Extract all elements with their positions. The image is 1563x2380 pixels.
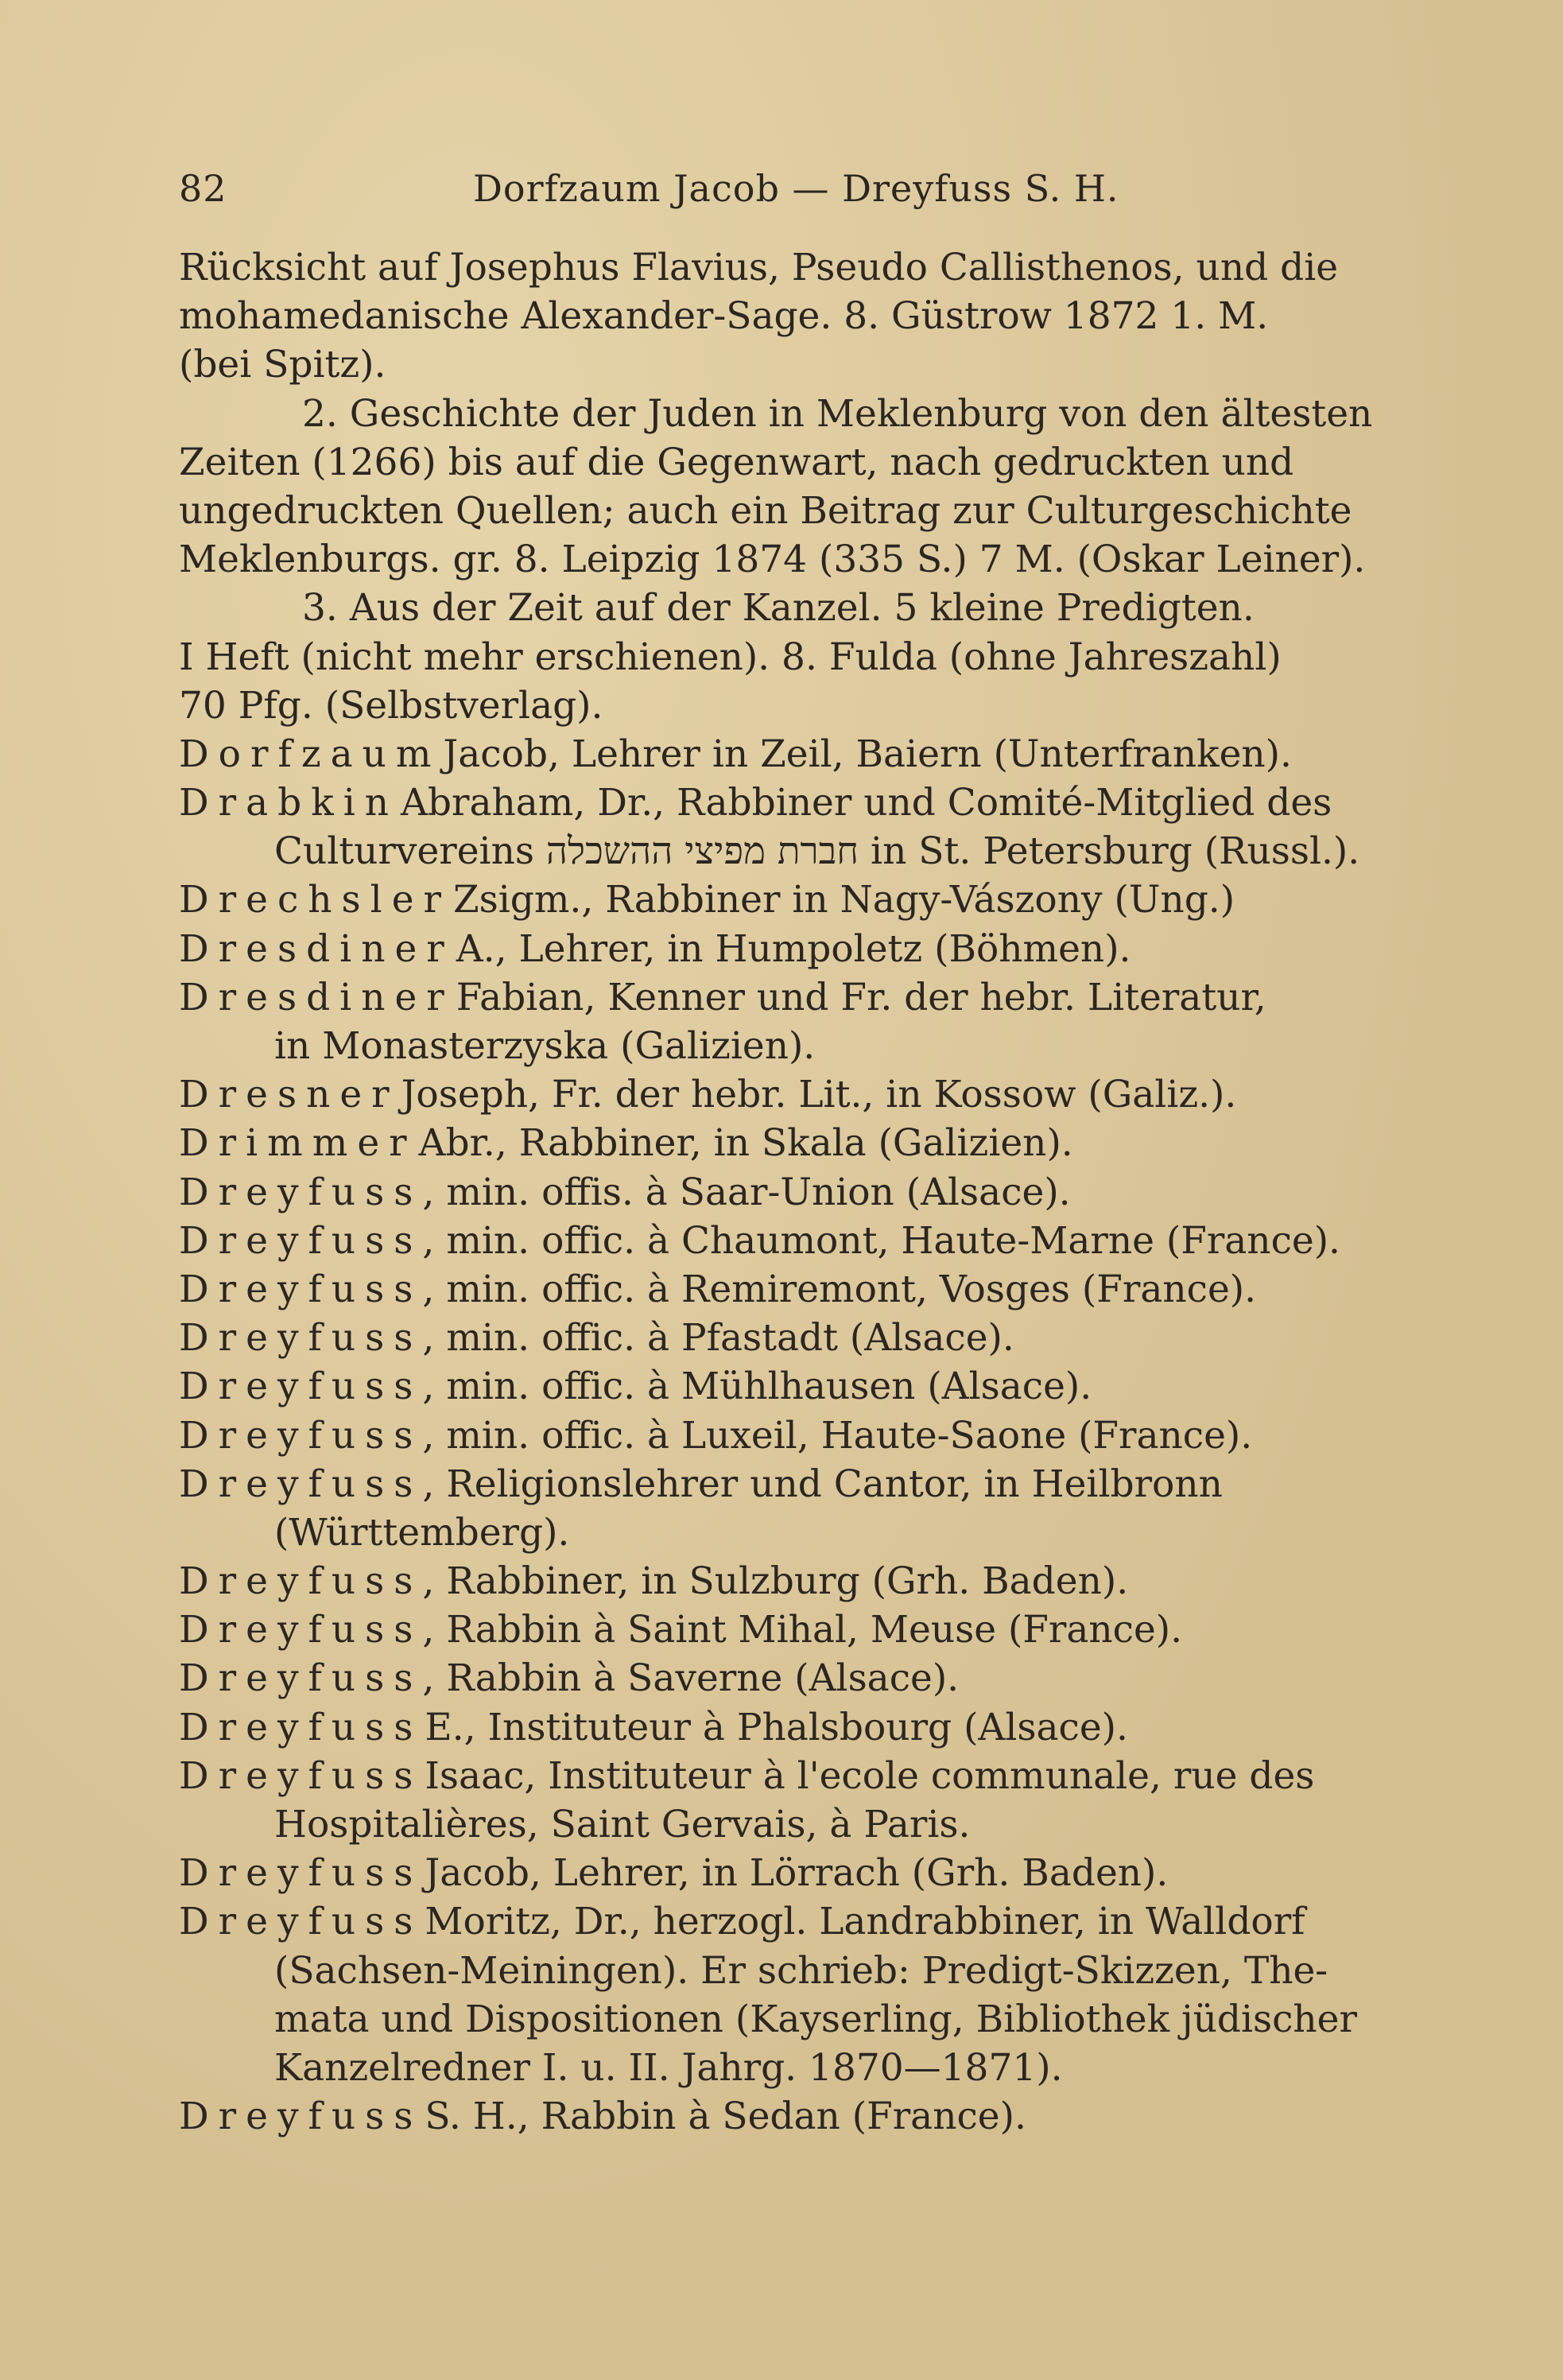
entry-first-line <box>179 1849 1419 1897</box>
entry-details: Rabbiner, in Sulzburg (Grh. Baden). <box>434 1559 1129 1604</box>
entry-details: Jacob, Lehrer, in Lörrach (Grh. Baden). <box>413 1851 1169 1896</box>
entry-first-line <box>179 1605 1419 1654</box>
entry-surname: Drabkin <box>179 781 399 825</box>
entry-continuation-line: Hospitalières, Saint Gervais, à Paris. <box>274 1803 971 1846</box>
entry-first-line <box>179 1362 1419 1411</box>
directory-entry <box>179 1460 1419 1557</box>
directory-entry <box>179 1070 1419 1119</box>
directory-entry <box>179 1168 1419 1217</box>
entry-details: E., Instituteur à Phalsbourg (Alsace). <box>413 1705 1128 1749</box>
entry-details: A., Lehrer, in Humpoletz (Böhmen). <box>444 926 1131 971</box>
entry-first-line <box>179 1752 1419 1800</box>
page-body <box>179 243 1419 2141</box>
entry-details: S. H., Rabbin à Sedan (France). <box>413 2095 1026 2139</box>
entry-details: min. offic. à Luxeil, Haute-Saone (France). <box>434 1413 1253 1458</box>
text-line: Zeiten (1266) bis auf die Gegenwart, nach gedruckten und <box>179 440 1294 484</box>
directory-entry <box>179 1897 1419 2092</box>
directory-entry <box>179 973 1419 1070</box>
entry-first-line <box>179 876 1419 924</box>
entry-details: Abraham, Dr., Rabbiner und Comité-Mitglied des <box>389 781 1332 825</box>
entry-details: min. offis. à Saar-Union (Alsace). <box>434 1170 1071 1214</box>
entry-continuation-line: in Monasterzyska (Galizien). <box>274 1024 816 1068</box>
entry-first-line <box>179 2092 1419 2141</box>
text-line: 2. Geschichte der Juden in Meklenburg von den ältesten <box>302 391 1373 436</box>
entry-continuation-line: (Sachsen-Meiningen). Er schrieb: Predigt-Skizzen, The- <box>274 1948 1328 1993</box>
text-line: mohamedanische Alexander-Sage. 8. Güstrow 1872 1. M. <box>179 294 1269 339</box>
directory-entry <box>179 1703 1419 1752</box>
entry-surname: Dreyfuss, <box>179 1656 444 1701</box>
entry-first-line <box>179 730 1419 778</box>
text-line: Rücksicht auf Josephus Flavius, Pseudo Callisthenos, und die <box>179 246 1339 289</box>
entry-first-line <box>179 1217 1419 1265</box>
entry-first-line <box>179 1897 1419 1946</box>
directory-entry <box>179 2092 1419 2141</box>
entry-surname: Dreyfuss, <box>179 1365 444 1409</box>
entry-first-line <box>179 1119 1419 1167</box>
entry-surname: Dreyfuss <box>179 1851 423 1896</box>
entry-details: Joseph, Fr. der hebr. Lit., in Kossow (Galiz.). <box>389 1073 1237 1117</box>
entry-surname: Dreyfuss, <box>179 1218 444 1263</box>
text-line: 70 Pfg. (Selbstverlag). <box>179 683 603 728</box>
entry-surname: Dreyfuss, <box>179 1413 444 1458</box>
entry-surname: Drechsler <box>179 878 451 922</box>
entry-first-line <box>179 778 1419 827</box>
entry-surname: Drimmer <box>179 1121 417 1166</box>
text-line: 3. Aus der Zeit auf der Kanzel. 5 kleine Predigten. <box>302 586 1255 631</box>
entry-details: Rabbin à Saint Mihal, Meuse (France). <box>434 1608 1183 1652</box>
entry-continuation-line: (Württemberg). <box>274 1510 570 1555</box>
entry-details: min. offic. à Remiremont, Vosges (France). <box>434 1267 1257 1311</box>
entry-first-line <box>179 1703 1419 1752</box>
directory-entry <box>179 1752 1419 1849</box>
entry-first-line <box>179 925 1419 973</box>
entry-details: Rabbin à Saverne (Alsace). <box>434 1656 960 1701</box>
entry-details: Jacob, Lehrer in Zeil, Baiern (Unterfranken). <box>431 732 1292 776</box>
directory-entry <box>179 1654 1419 1702</box>
text-line: (bei Spitz). <box>179 343 386 387</box>
entry-first-line <box>179 1314 1419 1362</box>
entry-surname: Dresdiner <box>179 926 454 971</box>
entry-details: Isaac, Instituteur à l'ecole communale, rue des <box>413 1753 1315 1798</box>
entry-details: Moritz, Dr., herzogl. Landrabbiner, in Walldorf <box>413 1900 1305 1944</box>
directory-entry <box>179 778 1419 876</box>
entry-details: min. offic. à Mühlhausen (Alsace). <box>434 1365 1092 1409</box>
entry-surname: Dreyfuss, <box>179 1170 444 1214</box>
entry-details: Religionslehrer und Cantor, in Heilbronn <box>434 1462 1223 1506</box>
running-title: Dorfzaum Jacob — Dreyfuss S. H. <box>473 167 1119 210</box>
directory-entry <box>179 1557 1419 1605</box>
text-line: ungedruckten Quellen; auch ein Beitrag zur Culturgeschichte <box>179 488 1352 533</box>
directory-entry <box>179 1265 1419 1314</box>
directory-entries <box>179 730 1419 2141</box>
directory-entry <box>179 730 1419 778</box>
directory-entry <box>179 876 1419 924</box>
text-line: Meklenburgs. gr. 8. Leipzig 1874 (335 S.) 7 M. (Oskar Leiner). <box>179 538 1366 582</box>
text-line: I Heft (nicht mehr erschienen). 8. Fulda (ohne Jahreszahl) <box>179 635 1282 679</box>
directory-entry <box>179 1314 1419 1362</box>
directory-entry <box>179 1411 1419 1460</box>
entry-details: Abr., Rabbiner, in Skala (Galizien). <box>406 1121 1073 1166</box>
entry-first-line <box>179 1460 1419 1508</box>
entry-continuation-line: Culturvereins חברת מפיצי ההשכלה in St. Petersburg (Russl.). <box>274 829 1360 874</box>
entry-continuation-line: Kanzelredner I. u. II. Jahrg. 1870—1871). <box>274 2045 1063 2090</box>
entry-surname: Dreyfuss <box>179 1900 423 1944</box>
entry-first-line <box>179 1557 1419 1605</box>
directory-entry <box>179 1119 1419 1167</box>
page-header <box>179 167 1419 215</box>
entry-surname: Dreyfuss, <box>179 1462 444 1506</box>
entry-first-line <box>179 1070 1419 1119</box>
entry-surname: Dreyfuss, <box>179 1559 444 1604</box>
entry-details: Zsigm., Rabbiner in Nagy-Vászony (Ung.) <box>441 878 1235 922</box>
directory-entry <box>179 1605 1419 1654</box>
directory-entry <box>179 1217 1419 1265</box>
entry-details: min. offic. à Pfastadt (Alsace). <box>434 1316 1014 1361</box>
entry-surname: Dreyfuss <box>179 2095 423 2139</box>
entry-first-line <box>179 1265 1419 1314</box>
entry-surname: Dreyfuss <box>179 1753 423 1798</box>
entry-surname: Dreyfuss, <box>179 1608 444 1652</box>
entry-first-line <box>179 1411 1419 1460</box>
entry-first-line <box>179 1654 1419 1702</box>
entry-surname: Dreyfuss, <box>179 1267 444 1311</box>
directory-entry <box>179 1849 1419 1897</box>
entry-first-line <box>179 973 1419 1022</box>
entry-first-line <box>179 1168 1419 1217</box>
entry-surname: Dreyfuss, <box>179 1316 444 1361</box>
entry-details: min. offic. à Chaumont, Haute-Marne (France). <box>434 1218 1340 1263</box>
directory-entry <box>179 1362 1419 1411</box>
entry-details: Fabian, Kenner und Fr. der hebr. Literatur, <box>444 975 1266 1019</box>
entry-surname: Dresner <box>179 1073 399 1117</box>
intro-paragraphs <box>179 243 1419 730</box>
entry-continuation-line: mata und Dispositionen (Kayserling, Bibliothek jüdischer <box>274 1997 1357 2041</box>
directory-entry <box>179 925 1419 973</box>
entry-surname: Dresdiner <box>179 975 454 1019</box>
entry-surname: Dreyfuss <box>179 1705 423 1749</box>
page-number: 82 <box>179 167 227 210</box>
entry-surname: Dorfzaum <box>179 732 441 776</box>
